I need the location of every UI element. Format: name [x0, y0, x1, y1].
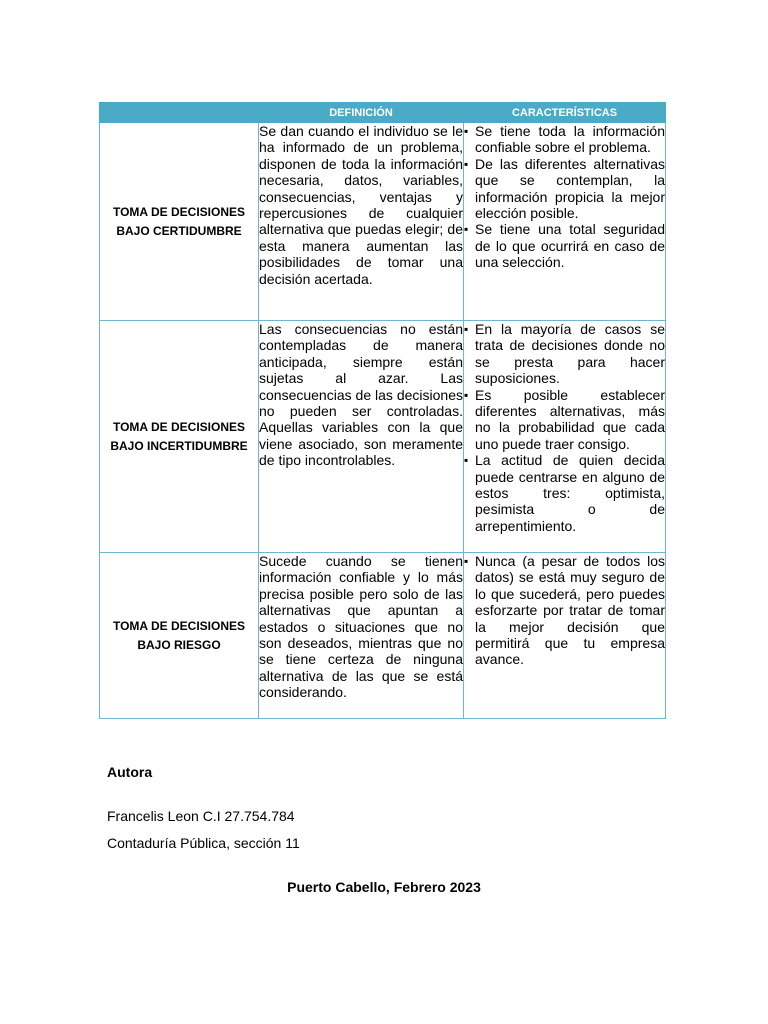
- row-characteristics: [464, 123, 666, 321]
- table-row-riesgo: [100, 553, 666, 719]
- row-definition: Sucede cuando se tienen información confiable y lo más precisa posible pero solo de las alternativas que apuntan a estados o situaciones que no son deseados, mientras que no se tiene certeza de ninguna alternativa de las que se está considerando.: [259, 553, 464, 719]
- list-item: ▪ La actitud de quien decida puede centrarse en alguno de estos tres: optimista, pesimista o de arrepentimiento.: [464, 452, 665, 534]
- row-characteristics: [464, 321, 666, 553]
- author-heading: Autora: [107, 764, 153, 780]
- table-row-certidumbre: [100, 123, 666, 321]
- characteristics-list: [464, 321, 665, 534]
- row-title: TOMA DE DECISIONES BAJO CERTIDUMBRE: [100, 123, 259, 321]
- list-item: ▪ Nunca (a pesar de todos los datos) se está muy seguro de lo que sucederá, pero puedes esforzarte por tratar de tomar la mejor decisión que permitirá que tu empresa avance.: [464, 553, 665, 668]
- list-item: ▪ Se tiene una total seguridad de lo que ocurrirá en caso de una selección.: [464, 221, 665, 270]
- place-date: Puerto Cabello, Febrero 2023: [287, 879, 481, 895]
- row-title: TOMA DE DECISIONES BAJO RIESGO: [100, 553, 259, 719]
- author-name: Francelis Leon C.I 27.754.784: [107, 808, 295, 824]
- characteristics-list: [464, 123, 665, 271]
- header-characteristics: CARACTERÍSTICAS: [464, 103, 666, 123]
- row-definition: Se dan cuando el individuo se le ha informado de un problema, disponen de toda la información necesaria, datos, variables, consecuencias, ventajas y repercusiones de cualquier alternativa que puedas elegir; de esta manera aumentan las posibilidades de tomar una decisión acertada.: [259, 123, 464, 321]
- header-empty: [100, 103, 259, 123]
- row-title: TOMA DE DECISIONES BAJO INCERTIDUMBRE: [100, 321, 259, 553]
- header-definition: DEFINICIÓN: [259, 103, 464, 123]
- characteristics-list: [464, 553, 665, 668]
- list-item: ▪ En la mayoría de casos se trata de decisiones donde no se presta para hacer suposiciones.: [464, 321, 665, 387]
- list-item: ▪ Se tiene toda la información confiable sobre el problema.: [464, 123, 665, 156]
- table-row-incertidumbre: [100, 321, 666, 553]
- row-definition: Las consecuencias no están contempladas de manera anticipada, siempre están sujetas al azar. Las consecuencias de las decisiones no pueden ser controladas. Aquellas variables con la que viene asociado, son meramente de tipo incontrolables.: [259, 321, 464, 553]
- author-program: Contaduría Pública, sección 11: [107, 835, 300, 851]
- list-item: ▪ Es posible establecer diferentes alternativas, más no la probabilidad que cada uno puede traer consigo.: [464, 387, 665, 453]
- list-item: ▪ De las diferentes alternativas que se contemplan, la información propicia la mejor elección posible.: [464, 156, 665, 222]
- decision-types-table: [99, 102, 666, 719]
- table-header-row: [100, 103, 666, 123]
- row-characteristics: [464, 553, 666, 719]
